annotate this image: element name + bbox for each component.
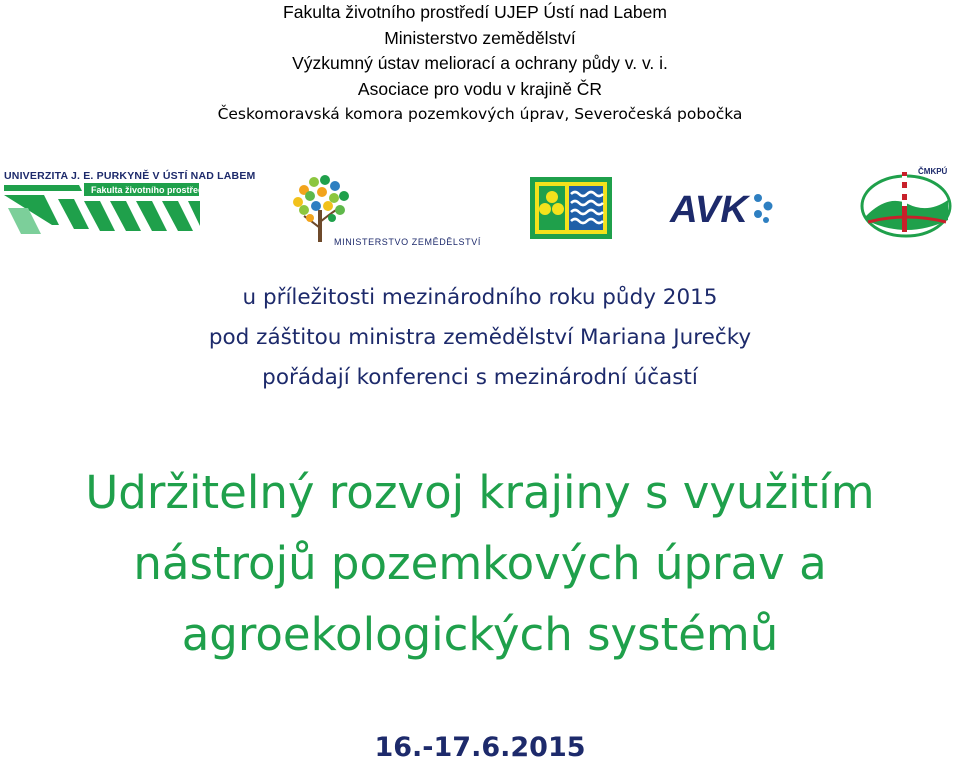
title-line-1: Udržitelný rozvoj krajiny s využitím [85, 466, 875, 519]
logo-strip [0, 160, 960, 255]
avk-logo [668, 186, 780, 231]
conference-date: 16.-17.6.2015 [374, 732, 586, 763]
conference-title [0, 457, 960, 670]
title-line-3: agroekologických systémů [181, 608, 779, 661]
intro-line-conference: pořádají konferenci s mezinárodní účastí [262, 365, 698, 390]
water-drops-icon [754, 194, 773, 223]
organizer-faculty: Fakulta životního prostředí UJEP Ústí nad Labem [283, 2, 667, 22]
cmkpu-logo-name: ČMKPÚ [918, 167, 948, 176]
plant-icon [546, 191, 558, 203]
vumop-logo [530, 177, 612, 239]
cmkpu-logo [858, 164, 958, 244]
organizer-research-institute: Výzkumný ústav meliorací a ochrany půdy v. v. i. [292, 53, 668, 73]
organizer-chamber: Českomoravská komora pozemkových úprav, Severočeská pobočka [217, 105, 743, 123]
organizer-ministry: Ministerstvo zemědělství [384, 27, 576, 48]
organizers-list [0, 0, 960, 128]
ujep-logo-faculty: Fakulta životního prostředí [91, 185, 207, 195]
intro-text [0, 278, 960, 398]
ujep-logo [4, 168, 256, 236]
organizer-water-association: Asociace pro vodu v krajině ČR [357, 78, 603, 99]
title-line-2: nástrojů pozemkových úprav a [133, 537, 827, 590]
intro-line-patronage: pod záštitou ministra zemědělství Mariana Jurečky [208, 325, 752, 350]
intro-line-occasion: u příležitosti mezinárodního roku půdy 2015 [242, 285, 718, 310]
mze-logo [290, 170, 481, 250]
tree-icon [293, 175, 349, 242]
mze-logo-name: MINISTERSTVO ZEMĚDĚLSTVÍ [334, 237, 481, 247]
avk-logo-name: AVK [668, 189, 751, 231]
ujep-logo-name: UNIVERZITA J. E. PURKYNĚ V ÚSTÍ NAD LABEM [4, 170, 256, 182]
